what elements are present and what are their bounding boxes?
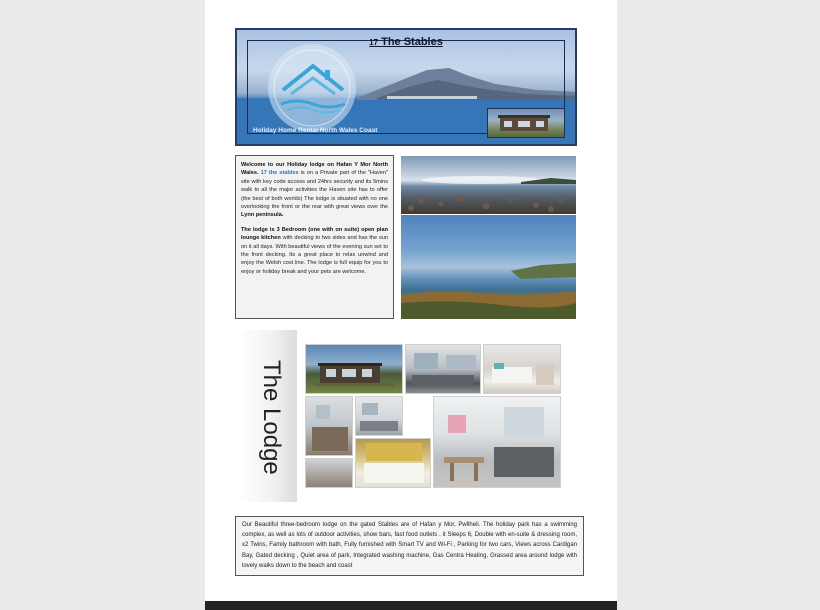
intro-body-2: with decking to two sides and has the sun on it all days. With beautiful views of the evening sun set to the front decking. Its a great place to relax unwind and enjoy the Welsh cost line. The lodge is full equip for you to enjoy or holiday break and your pets are welcome.	[241, 235, 388, 275]
lodge-description: Our Beautiful three-bedroom lodge on the gated Stables are of Hafan y Mor, Pwllheli. The holiday park has a swimming complex, as well as lots of outdoor activities, show bars, fast food outlets . it Sleeps 6, Double with en-suite & dressing room, x2 Twins, Family bathroom with bath, Fully furnished with Smart TV and Wi-Fi , Parking for two cars, Views across Cardigan Bay, Gated decking , Quiet area of park, Integrated washing machine, Gas Centra Heating, Grassed area around lodge with lovely walks down to the beach and coast	[242, 522, 577, 569]
lodge-photo-collage	[305, 344, 561, 488]
lodge-section-label	[237, 330, 297, 502]
beach-photo	[401, 156, 576, 214]
master-bedroom-photo	[355, 438, 431, 488]
intro-place: Lynn peninsula.	[241, 212, 284, 219]
banner-tagline: Holiday Home Rental North Wales Coast	[253, 127, 378, 134]
footer-bar	[205, 601, 617, 610]
intro-paragraph-1	[241, 161, 388, 220]
lounge-photo	[355, 396, 403, 436]
lodge-description-box	[235, 516, 584, 576]
intro-paragraph-2	[241, 226, 388, 276]
lodge-heading: The Lodge	[258, 360, 285, 475]
bedroom-photo	[483, 344, 561, 394]
bay-view-photo	[401, 215, 576, 319]
intro-lead-2: The lodge is 3 Bedroom (one with on suite) open plan lounge kitchen	[241, 226, 388, 242]
lodge-thumbnail-photo	[487, 108, 565, 138]
header-banner	[235, 28, 577, 146]
intro-text-box	[235, 155, 394, 319]
banner-title-number: 17	[369, 38, 379, 47]
hallway-photo	[305, 458, 353, 488]
intro-body-1: is on a Private part of the "Haven" site with key code access and 24hrs security and its 5mins walk to all the major activities the Haven site has to offer (the best of both worlds) The lodge is situated with no one overlooking the front or the rear with great views over the	[241, 170, 389, 210]
lodge-exterior-photo	[305, 344, 403, 394]
intro-lead: Welcome to our Holiday lodge on Hafan Y Mor North Wales.	[241, 162, 388, 177]
living-room-photo	[405, 344, 481, 394]
open-plan-kitchen-photo	[433, 396, 561, 488]
banner-title-text: The Stables	[381, 36, 443, 48]
banner-title	[237, 36, 575, 48]
kitchen-photo	[305, 396, 353, 456]
stables-link[interactable]: 17 the stables	[260, 170, 299, 177]
brochure-page	[205, 0, 617, 610]
